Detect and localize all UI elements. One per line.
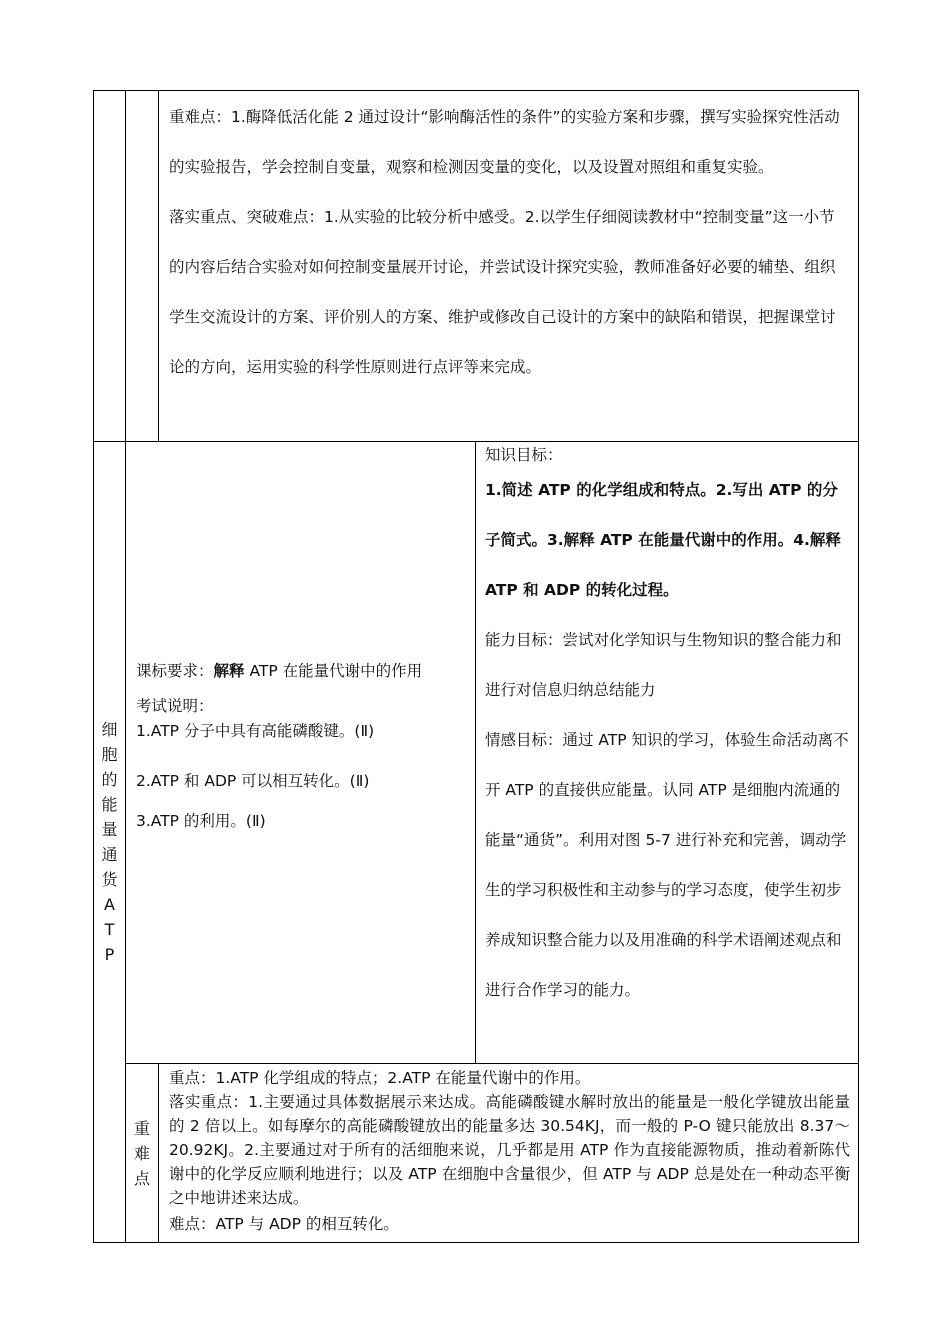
key-points-approach: 落实重点：1.主要通过具体数据展示来达成。高能磷酸键水解时放出的能量是一般化学键放出能量的 2 倍以上。如每摩尔的高能磷酸键放出的能量多达 30.54KJ，而一般的 P-O 键只能放出 8.37～20.92KJ。2.主要通过对于所有的活细胞来说，几乎都是用 ATP 作为直接能源物质，推动着新陈代谢中的化学反应顺利地进行；以及 ATP 在细胞中含量很少，但 ATP 与 ADP 总是处在一种动态平衡之中地讲述来达成。 <box>169 1093 850 1207</box>
enzyme-content-cell <box>159 91 859 442</box>
curriculum-prefix: 课标要求： <box>136 662 214 680</box>
chapter-title-char-4: 能 <box>101 795 118 814</box>
chapter-title-char-9: T <box>104 920 115 939</box>
curriculum-cell <box>126 442 476 1064</box>
difficulty-label-cell <box>126 1064 159 1243</box>
exam-item-1: 1.ATP 分子中具有高能磷酸键。(Ⅱ) <box>136 722 375 740</box>
chapter-title-char-6: 通 <box>101 845 118 864</box>
emotion-objectives: 情感目标：通过 ATP 知识的学习，体验生命活动离不开 ATP 的直接供应能量。认同 ATP 是细胞内流通的能量“通货”。利用对图 5-7 进行补充和完善，调动学生的学习积极性和主动参与的学习态度，使学生初步养成知识整合能力以及用准确的科学术语阐述观点和进行合作学习的能力。 <box>485 731 849 999</box>
objectives-cell <box>476 442 859 1064</box>
knowledge-heading: 知识目标： <box>485 446 563 464</box>
empty-label-cell <box>126 91 159 442</box>
chapter-title <box>94 717 125 967</box>
exam-item-2: 2.ATP 和 ADP 可以相互转化。(Ⅱ) <box>136 772 370 790</box>
empty-chapter-cell <box>94 91 126 442</box>
chapter-title-char-1: 细 <box>101 720 118 739</box>
chapter-title-char-10: P <box>104 945 115 964</box>
chapter-title-char-3: 的 <box>101 770 118 789</box>
chapter-title-char-2: 胞 <box>101 745 118 764</box>
ability-objectives: 能力目标：尝试对化学知识与生物知识的整合能力和进行对信息归纳总结能力 <box>485 631 842 699</box>
exam-item-3: 3.ATP 的利用。(Ⅱ) <box>136 812 266 830</box>
chapter-title-cell <box>94 442 126 1243</box>
lesson-plan-table <box>93 90 859 1243</box>
atp-objectives-row <box>94 442 859 1064</box>
enzyme-approach-text: 落实重点、突破难点：1.从实验的比较分析中感受。2.以学生仔细阅读教材中“控制变量”这一小节的内容后结合实验对如何控制变量展开讨论，并尝试设计探究实验，教师准备好必要的辅垫、组织学生交流设计的方案、评价别人的方案、维护或修改自己设计的方案中的缺陷和错误，把握课堂讨论的方向，运用实验的科学性原则进行点评等来完成。 <box>169 208 836 376</box>
curriculum-bold-verb: 解释 <box>213 662 245 680</box>
difficulty-content-cell <box>159 1064 859 1243</box>
curriculum-rest: ATP 在能量代谢中的作用 <box>244 662 423 680</box>
chapter-title-char-8: A <box>104 895 115 914</box>
hard-point-text: 难点：ATP 与 ADP 的相互转化。 <box>169 1215 399 1233</box>
enzyme-section-row <box>94 91 859 442</box>
chapter-title-char-7: 货 <box>101 870 118 889</box>
key-points-text: 重点：1.ATP 化学组成的特点；2.ATP 在能量代谢中的作用。 <box>169 1069 591 1087</box>
curriculum-requirement <box>136 656 469 686</box>
knowledge-objectives: 1.简述 ATP 的化学组成和特点。2.写出 ATP 的分子简式。3.解释 ATP 在能量代谢中的作用。4.解释 ATP 和 ADP 的转化过程。 <box>485 481 841 599</box>
atp-difficulty-row <box>94 1064 859 1243</box>
exam-heading: 考试说明： <box>136 697 214 715</box>
difficulty-label: 重难点 <box>133 1118 150 1188</box>
enzyme-difficulty-text: 重难点：1.酶降低活化能 2 通过设计“影响酶活性的条件”的实验方案和步骤，撰写实验探究性活动的实验报告，学会控制自变量，观察和检测因变量的变化，以及设置对照组和重复实验。 <box>169 108 840 176</box>
chapter-title-char-5: 量 <box>101 820 118 839</box>
